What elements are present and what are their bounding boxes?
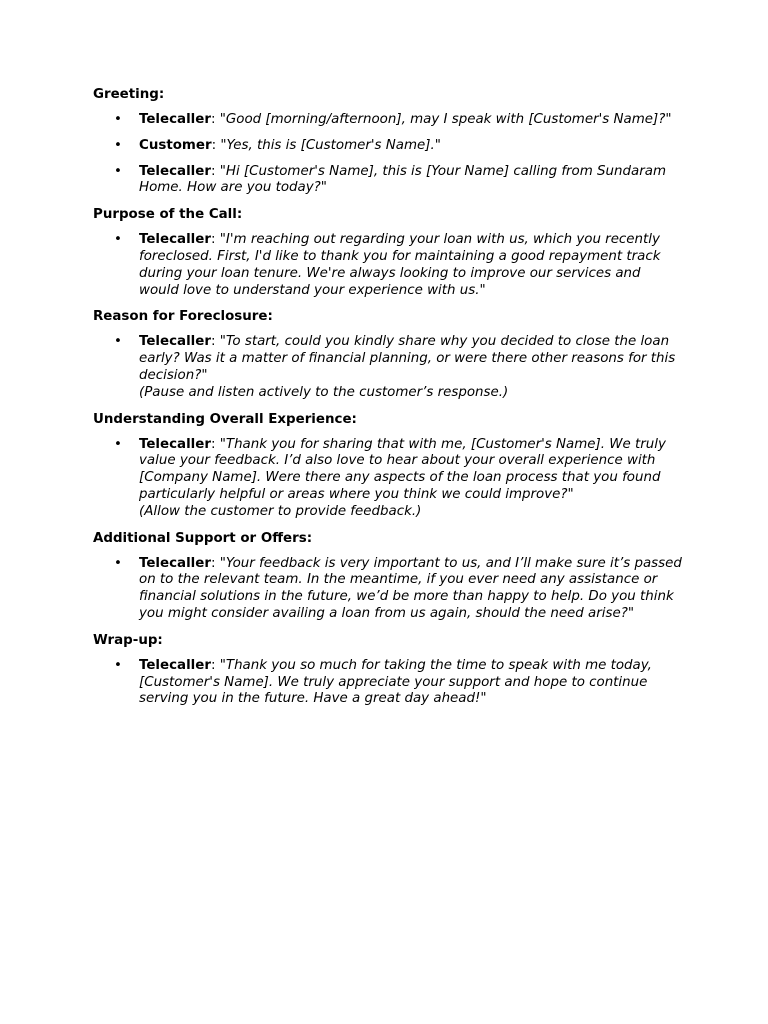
section-heading-experience: Understanding Overall Experience: [93, 411, 357, 427]
speaker-label: Customer [139, 137, 212, 153]
dialogue-quote: I'm reaching out regarding your loan with us, which you recently foreclosed. First, I'd like to thank you for maintaining a good repayment track during your loan tenure. We're always looking to improve our services and would love to understand your experience with us. [139, 232, 661, 298]
section-heading-greeting: Greeting: [93, 87, 165, 102]
stage-direction: (Pause and listen actively to the customer’s response.) [139, 384, 509, 400]
dialogue-quote: To start, could you kindly share why you decided to close the loan early? Was it a matter of financial planning, or were there other reasons for this decision? [139, 334, 676, 383]
list-item: • Telecaller: "I'm reaching out regarding your loan with us, which you recently foreclosed. First, I'd like to thank you for maintaining a good repayment track during your loan tenure. We're always looking to improve our services and would love to understand your experience with us." [114, 232, 661, 298]
section-heading-wrapup: Wrap-up: [93, 632, 163, 648]
bullet-icon: • [114, 657, 122, 673]
reason-list [93, 334, 683, 401]
wrapup-list [93, 658, 683, 708]
dialogue-quote: Yes, this is [Customer's Name]. [226, 137, 435, 153]
support-list [93, 556, 683, 623]
bullet-icon: • [114, 436, 122, 452]
bullet-icon: • [114, 232, 122, 248]
section-heading-support: Additional Support or Offers: [93, 530, 313, 546]
dialogue-quote: Your feedback is very important to us, and I’ll make sure it’s passed on to the relevant team. In the meantime, if you ever need any assistance or financial solutions in the future, we’d be more than happy to help. Do you think you might consider availing a loan from us again, should the need arise? [139, 555, 682, 621]
bullet-icon: • [114, 555, 122, 571]
list-item: • Telecaller: "Your feedback is very important to us, and I’ll make sure it’s passed on to the relevant team. In the meantime, if you ever need any assistance or financial solutions in the future, we’d be more than happy to help. Do you think you might consider availing a loan from us again, should the need arise?" [114, 555, 682, 621]
dialogue-quote: Thank you for sharing that with me, [Customer's Name]. We truly value your feedback. I’d also love to hear about your overall experience with [Company Name]. Were there any aspects of the loan process that you found particularly helpful or areas where you think we could improve? [139, 436, 666, 502]
dialogue-quote: Good [morning/afternoon], may I speak with [Customer's Name]? [225, 112, 666, 127]
speaker-label: Telecaller [139, 657, 211, 673]
purpose-list [93, 232, 683, 299]
speaker-label: Telecaller [139, 232, 211, 248]
speaker-label: Telecaller [139, 112, 211, 127]
list-item: • Telecaller: "Hi [Customer's Name], this is [Your Name] calling from Sundaram Home. How are you today?" [114, 163, 666, 196]
speaker-label: Telecaller [139, 163, 211, 179]
list-item: • Telecaller: "Good [morning/afternoon], may I speak with [Customer's Name]?" [114, 112, 672, 127]
list-item: • Customer: "Yes, this is [Customer's Name]." [114, 137, 441, 153]
list-item: • Telecaller: "Thank you for sharing that with me, [Customer's Name]. We truly value your feedback. I’d also love to hear about your overall experience with [Company Name]. Were there any aspects of the loan process that you found particularly helpful or areas where you think we could improve?" (Allow the customer to provide feedback.) [93, 437, 683, 521]
stage-direction: (Allow the customer to provide feedback.) [139, 503, 422, 519]
section-heading-purpose: Purpose of the Call: [93, 207, 243, 223]
list-item: • Telecaller: "Thank you so much for taking the time to speak with me today, [Customer's Name]. We truly appreciate your support and hope to continue serving you in the future. Have a great day ahead!" [114, 657, 652, 707]
bullet-icon: • [114, 163, 122, 179]
speaker-label: Telecaller [139, 334, 211, 350]
experience-list [93, 437, 683, 521]
greeting-list [93, 112, 683, 197]
speaker-label: Telecaller [139, 555, 211, 571]
dialogue-quote: Thank you so much for taking the time to speak with me today, [Customer's Name]. We truly appreciate your support and hope to continue serving you in the future. Have a great day ahead! [139, 657, 652, 707]
bullet-icon: • [114, 112, 122, 127]
dialogue-quote: Hi [Customer's Name], this is [Your Name] calling from Sundaram Home. How are you today? [139, 163, 666, 196]
bullet-icon: • [114, 137, 122, 153]
list-item: • Telecaller: "To start, could you kindly share why you decided to close the loan early? Was it a matter of financial planning, or were there other reasons for this decision?" (Pause and listen actively to the customer’s response.) [93, 334, 683, 401]
bullet-icon: • [114, 334, 122, 350]
section-heading-reason: Reason for Foreclosure: [93, 309, 273, 325]
speaker-label: Telecaller [139, 436, 211, 452]
document-body [93, 86, 683, 717]
